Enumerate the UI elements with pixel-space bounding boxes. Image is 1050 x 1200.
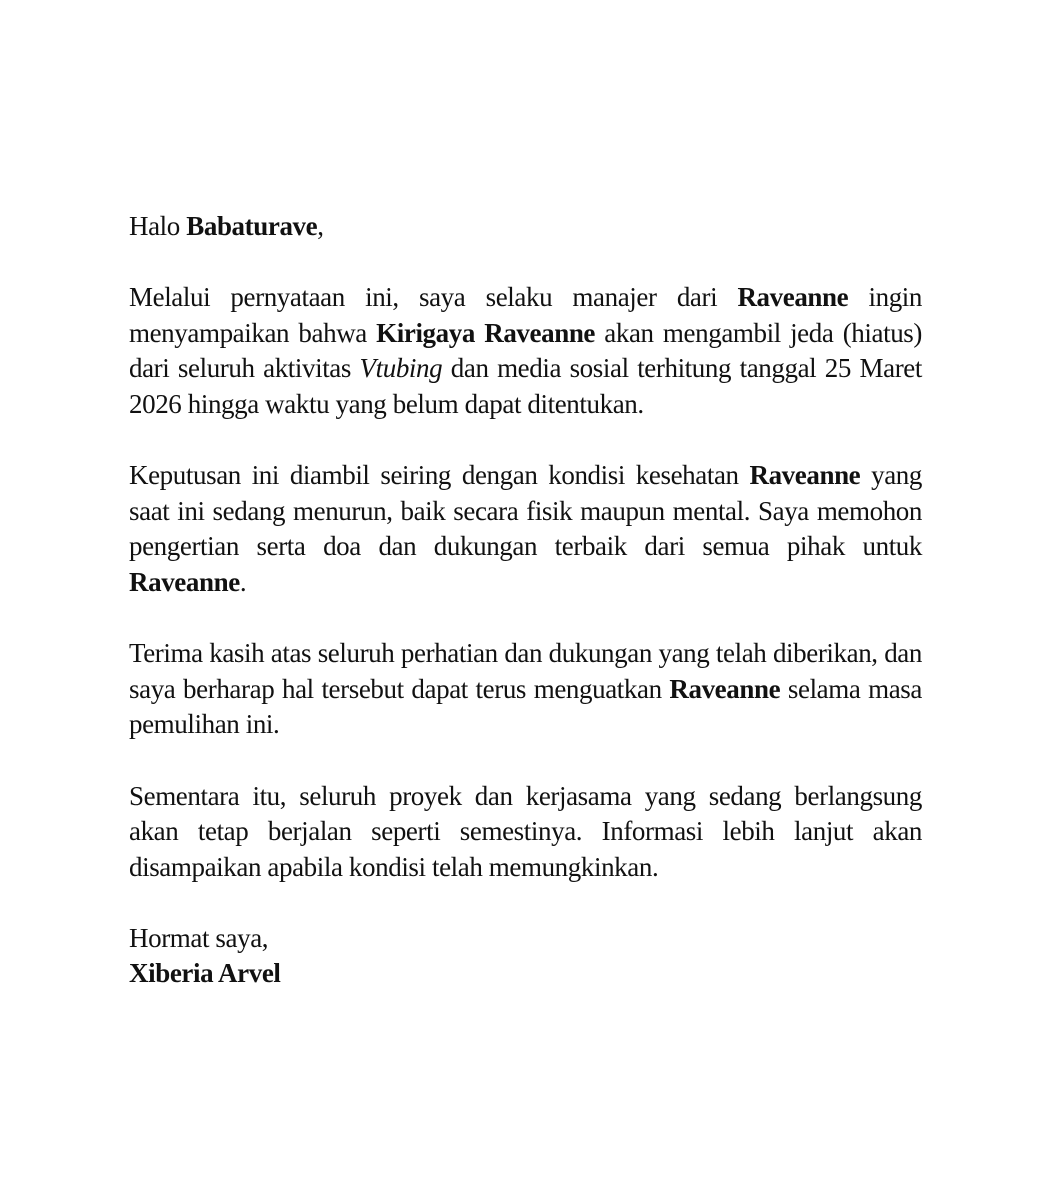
p4-text-1: Sementara itu, seluruh proyek dan kerjasama yang sedang berlangsung akan tetap berjalan seperti semestinya. Informasi lebih lanjut akan disampaikan apabila kondisi telah memungkinkan.	[129, 780, 922, 882]
p2-text-2: yang saat ini sedang menurun, baik secara fisik maupun mental. Saya memohon pengertian serta doa dan dukungan terbaik dari semua pihak untuk	[129, 460, 922, 562]
p2-text-3: .	[239, 566, 247, 597]
greeting-suffix: ,	[317, 211, 324, 241]
paragraph-announcement	[129, 280, 922, 422]
closing-line: Hormat saya,	[129, 922, 269, 953]
greeting-prefix: Halo	[129, 211, 187, 241]
p3-text-1: Terima kasih atas seluruh perhatian dan dukungan yang telah diberikan, dan saya berharap hal tersebut dapat terus menguatkan	[129, 638, 922, 704]
p3-text-2: selama masa pemulihan ini.	[129, 673, 922, 740]
p1-text-4: dan media sosial terhitung tanggal 25 Maret 2026 hingga waktu yang belum dapat ditentukan.	[129, 353, 922, 419]
letter-body	[129, 209, 922, 992]
p2-bold-2: Raveanne	[129, 566, 240, 597]
p2-text-1: Keputusan ini diambil seiring dengan kondisi kesehatan	[129, 460, 750, 491]
signoff	[129, 921, 922, 992]
p1-text-3: akan mengambil jeda (hiatus) dari seluruh aktivitas	[129, 317, 922, 384]
paragraph-reason	[129, 458, 922, 600]
greeting-name: Babaturave	[186, 211, 318, 241]
p1-text-1: Melalui pernyataan ini, saya selaku manajer dari	[129, 282, 738, 313]
p2-bold-1: Raveanne	[749, 460, 861, 491]
paragraph-projects	[129, 779, 922, 886]
p1-text-2: ingin menyampaikan bahwa	[129, 282, 922, 348]
p1-bold-1: Raveanne	[737, 282, 849, 313]
p1-bold-2: Kirigaya Raveanne	[376, 317, 596, 348]
p3-bold-1: Raveanne	[669, 673, 781, 704]
greeting-line	[129, 209, 922, 245]
p1-italic-1: Vtubing	[359, 353, 443, 384]
paragraph-thanks	[129, 636, 922, 743]
signer-name: Xiberia Arvel	[129, 958, 281, 989]
